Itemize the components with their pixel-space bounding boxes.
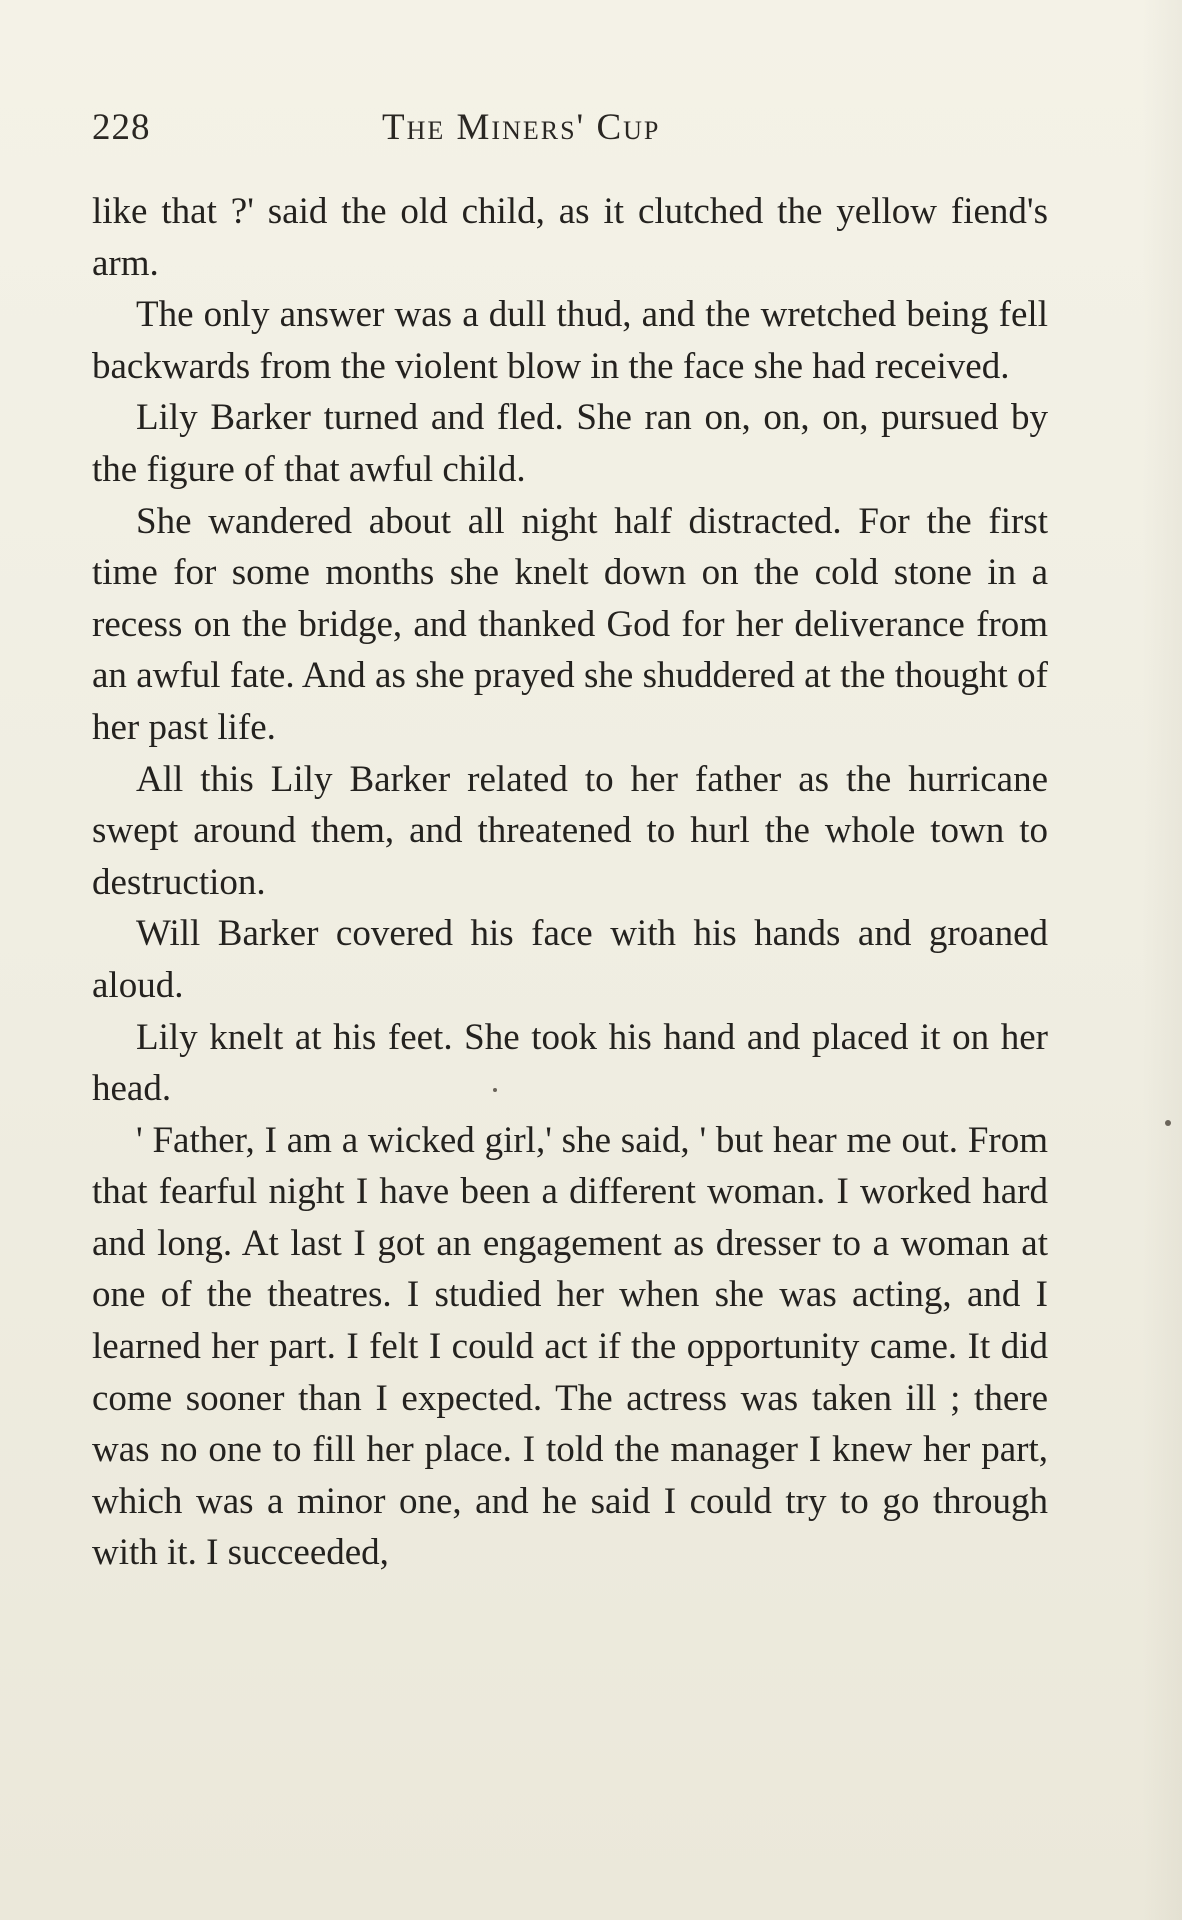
ink-speck (493, 1088, 497, 1092)
paragraph-3: Lily Barker turned and fled. She ran on, on, on, pursued by the figure of that awful child. (92, 397, 1048, 490)
page-number: 228 (92, 107, 151, 148)
ink-speck (1165, 1120, 1171, 1126)
paragraph-1: like that ?' said the old child, as it clutched the yellow fiend's arm. (92, 191, 1048, 284)
page-header (92, 106, 1048, 156)
page-edge-shadow (1142, 0, 1182, 1920)
paragraph-8: ' Father, I am a wicked girl,' she said, ' but hear me out. From that fearful night I have been a different woman. I worked hard and long. At last I got an engagement as dresser to a woman at one of the theatres. I studied her when she was acting, and I learned her part. I felt I could act if the opportunity came. It did come sooner than I expected. The actress was taken ill ; there was no one to fill her place. I told the manager I knew her part, which was a minor one, and he said I could try to go through with it. I succeeded, (92, 1119, 1048, 1574)
body-text (92, 186, 1048, 1579)
paragraph-2: The only answer was a dull thud, and the wretched being fell backwards from the violent blow in the face she had received. (92, 294, 1048, 387)
paragraph-4: She wandered about all night half distracted. For the first time for some months she knelt down on the cold stone in a recess on the bridge, and thanked God for her deliverance from an awful fate. And as she prayed she shuddered at the thought of her past life. (92, 500, 1048, 748)
paragraph-7: Lily knelt at his feet. She took his hand and placed it on her head. (92, 1016, 1048, 1110)
paragraph-5: All this Lily Barker related to her father as the hurricane swept around them, and threatened to hurl the whole town to destruction. (92, 758, 1048, 903)
running-title: The Miners' Cup (382, 107, 661, 148)
paragraph-6: Will Barker covered his face with his hands and groaned aloud. (92, 913, 1048, 1006)
